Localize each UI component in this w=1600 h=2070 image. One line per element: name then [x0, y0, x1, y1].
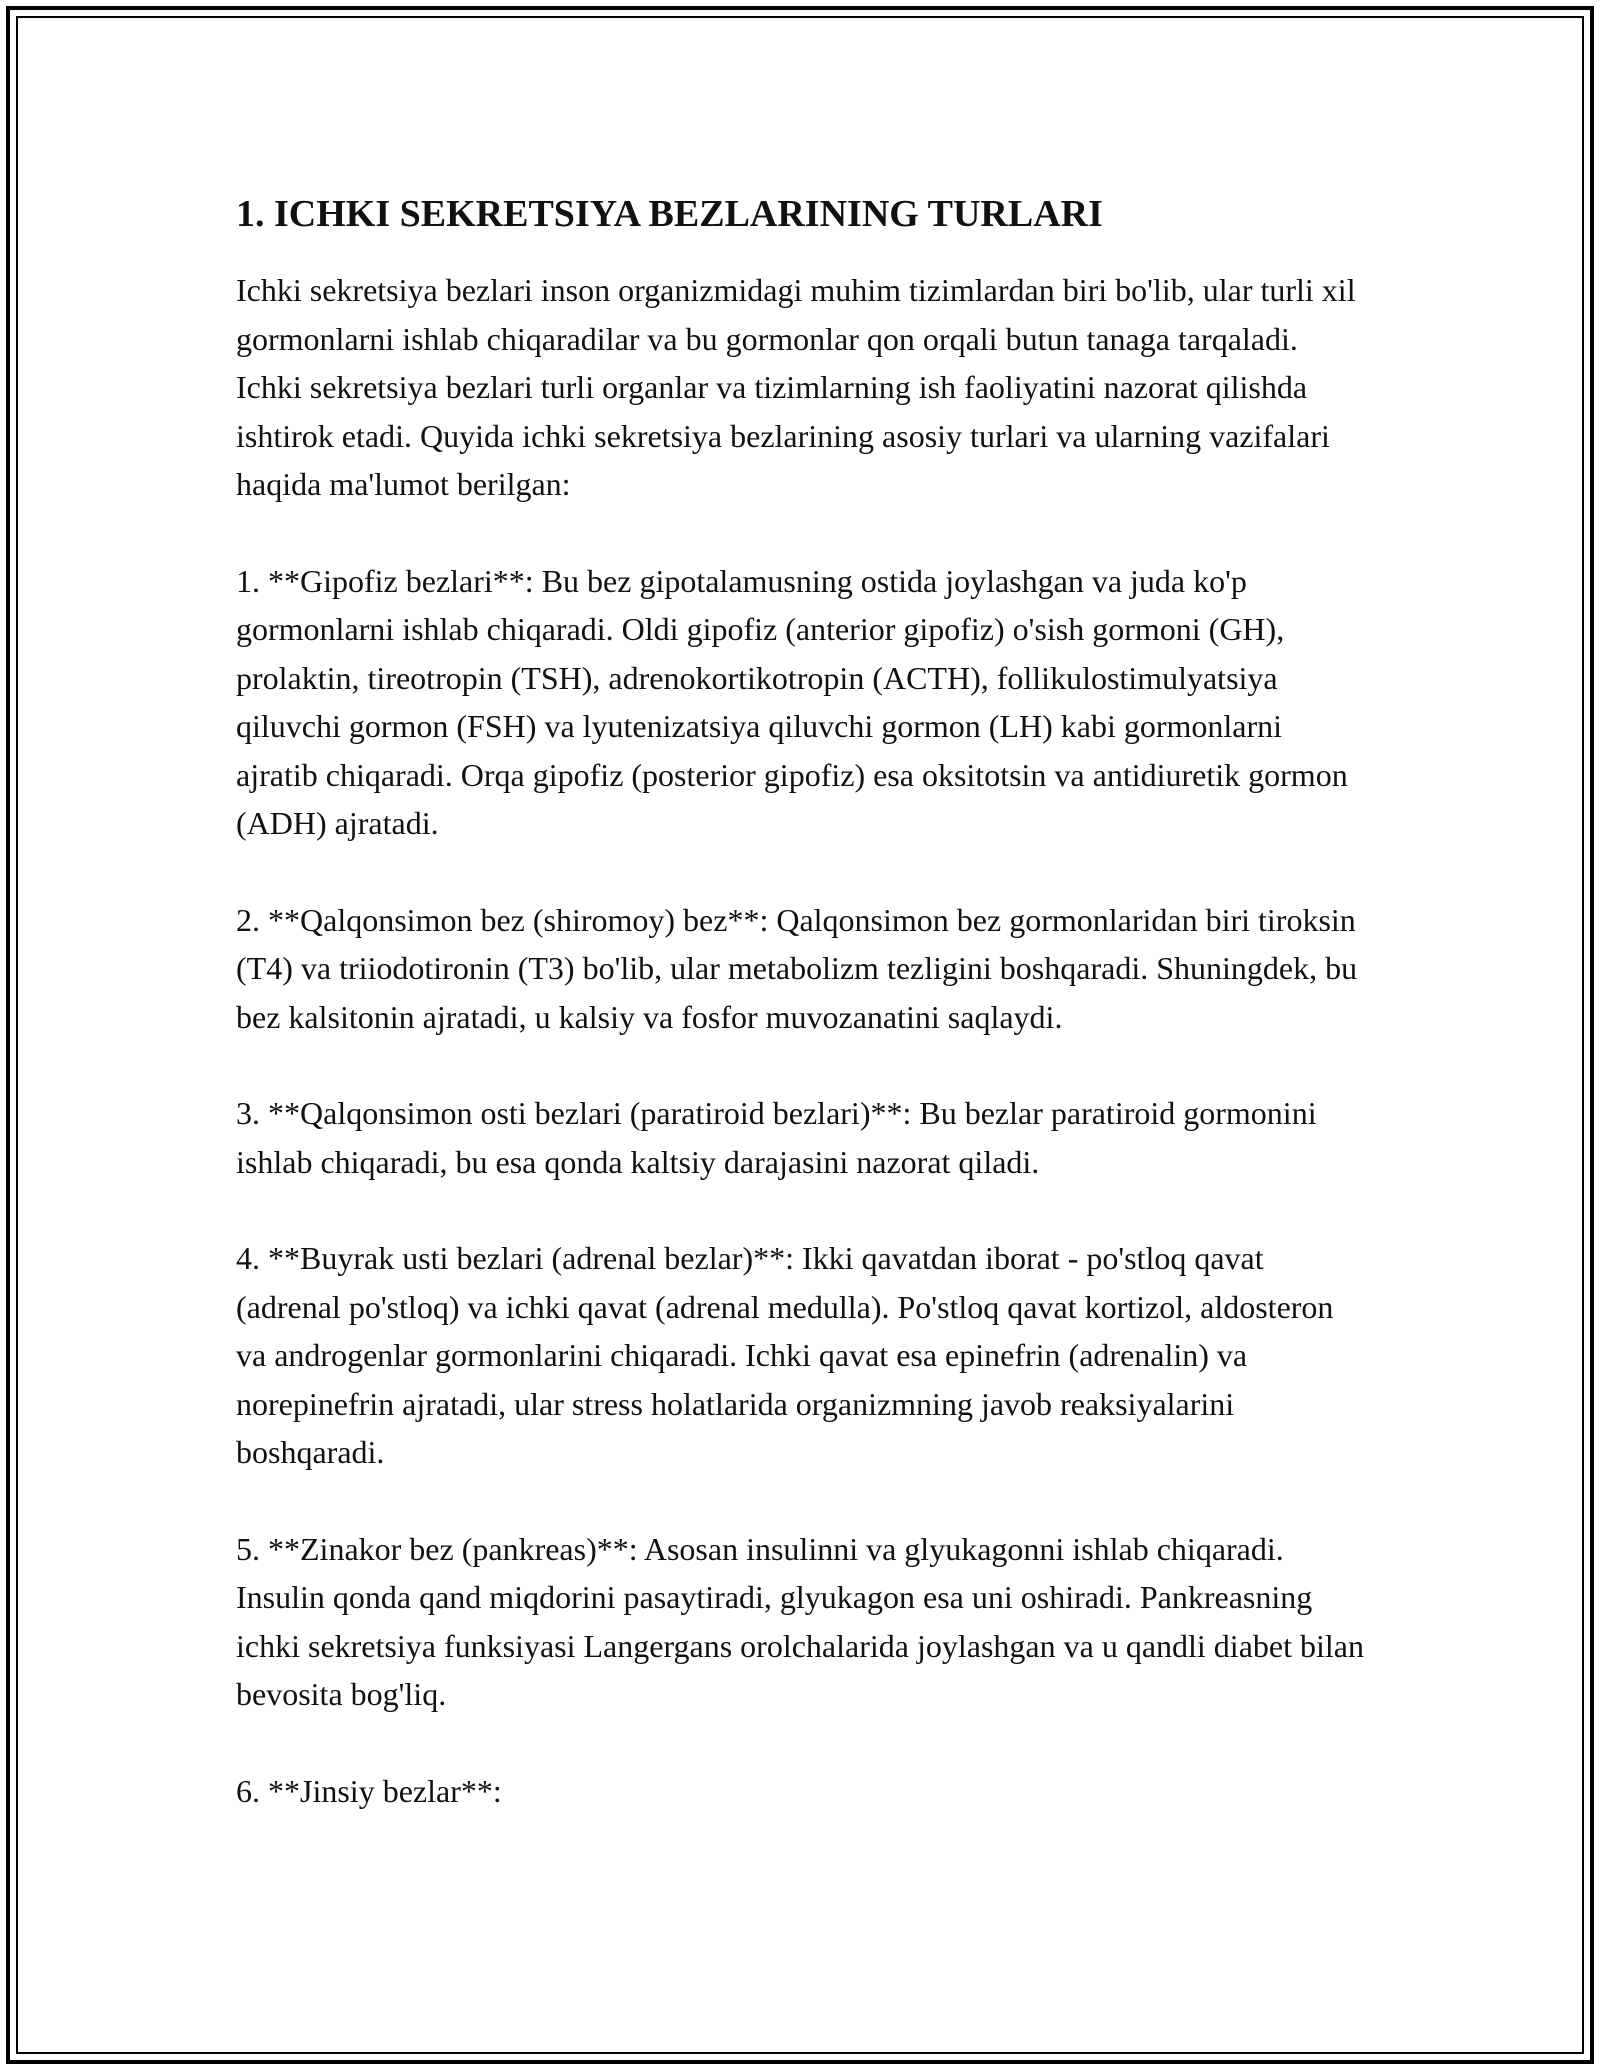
paragraph-gipofiz: 1. **Gipofiz bezlari**: Bu bez gipotalamusning ostida joylashgan va juda ko'p gormonlarni ishlab chiqaradi. Oldi gipofiz (anterior gipofiz) o'sish gormoni (GH), prolaktin, tireotropin (TSH), adrenokortikotropin (ACTH), follikulostimulyatsiya qiluvchi gormon (FSH) va lyutenizatsiya qiluvchi gormon (LH) kabi gormonlarni ajratib chiqaradi. Orqa gipofiz (posterior gipofiz) esa oksitotsin va antidiuretik gormon (ADH) ajratadi. [236, 562, 1348, 841]
paragraph-paratiroid: 3. **Qalqonsimon osti bezlari (paratiroid bezlari)**: Bu bezlar paratiroid gormonini ishlab chiqaradi, bu esa qonda kaltsiy darajasini nazorat qiladi. [236, 1095, 1317, 1180]
paragraph-pankreas: 5. **Zinakor bez (pankreas)**: Asosan insulinni va glyukagonni ishlab chiqaradi. Insulin qonda qand miqdorini pasaytiradi, glyukagon esa uni oshiradi. Pankreasning ichki sekretsiya funksiyasi Langergans orolchalarida joylashgan va u qandli diabet bilan bevosita bog'liq. [236, 1530, 1364, 1712]
intro-paragraph: Ichki sekretsiya bezlari inson organizmidagi muhim tizimlardan biri bo'lib, ular turli xil gormonlarni ishlab chiqaradilar va bu gormonlar qon orqali butun tanaga tarqaladi. Ichki sekretsiya bezlari turli organlar va tizimlarning ish faoliyatini nazorat qilishda ishtirok etadi. Quyida ichki sekretsiya bezlarining asosiy turlari va ularning vazifalari haqida ma'lumot berilgan: [236, 272, 1356, 502]
paragraph-jinsiy: 6. **Jinsiy bezlar**: [236, 1772, 502, 1809]
paragraph-buyrak-usti: 4. **Buyrak usti bezlari (adrenal bezlar)**: Ikki qavatdan iborat - po'stloq qavat (adrenal po'stloq) va ichki qavat (adrenal medulla). Po'stloq qavat kortizol, aldosteron va androgenlar gormonlarini chiqaradi. Ichki qavat esa epinefrin (adrenalin) va norepinefrin ajratadi, ular stress holatlarida organizmning javob reaksiyalarini boshqaradi. [236, 1240, 1334, 1470]
document-body [236, 186, 1366, 1815]
document-title: 1. ICHKI SEKRETSIYA BEZLARINING TURLARI [236, 193, 1103, 235]
paragraph-qalqonsimon: 2. **Qalqonsimon bez (shiromoy) bez**: Qalqonsimon bez gormonlaridan biri tiroksin (T4) va triiodotironin (T3) bo'lib, ular metabolizm tezligini boshqaradi. Shuningdek, bu bez kalsitonin ajratadi, u kalsiy va fosfor muvozanatini saqlaydi. [236, 901, 1358, 1035]
